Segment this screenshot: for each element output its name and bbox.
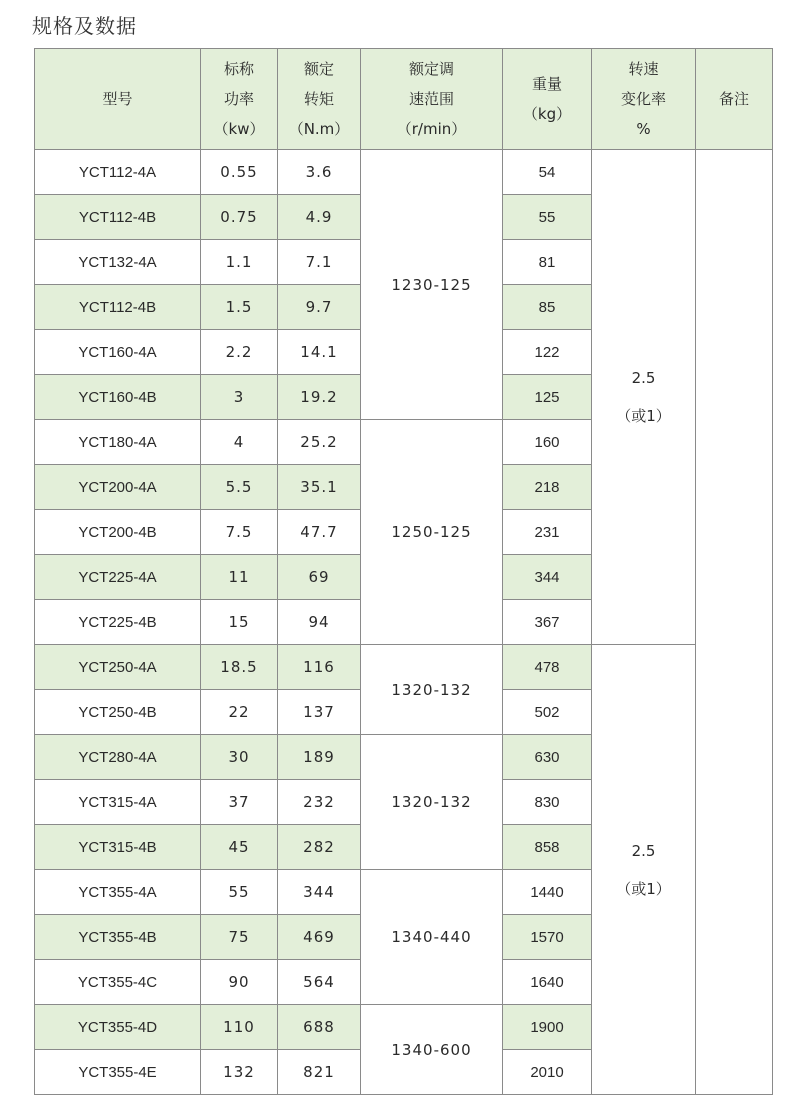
cell-model: YCT200-4A — [35, 465, 201, 510]
cell-weight: 367 — [503, 600, 592, 645]
cell-model: YCT132-4A — [35, 240, 201, 285]
cell-model: YCT160-4B — [35, 375, 201, 420]
cell-power: 55 — [201, 870, 278, 915]
cell-weight: 2010 — [503, 1050, 592, 1095]
cell-power: 11 — [201, 555, 278, 600]
cell-model: YCT112-4A — [35, 150, 201, 195]
cell-weight: 55 — [503, 195, 592, 240]
header-weight: 重量 （kg） — [503, 49, 592, 150]
table-row — [35, 150, 773, 195]
cell-weight: 122 — [503, 330, 592, 375]
cell-variation: 2.5 （或1） — [592, 150, 696, 645]
cell-model: YCT250-4B — [35, 690, 201, 735]
cell-torque: 564 — [278, 960, 361, 1005]
cell-weight: 1640 — [503, 960, 592, 1005]
cell-torque: 9.7 — [278, 285, 361, 330]
header-speed-range: 额定调 速范围 （r/min） — [361, 49, 503, 150]
cell-torque: 69 — [278, 555, 361, 600]
cell-model: YCT160-4A — [35, 330, 201, 375]
cell-weight: 54 — [503, 150, 592, 195]
table-row — [35, 645, 773, 690]
cell-power: 75 — [201, 915, 278, 960]
cell-weight: 830 — [503, 780, 592, 825]
cell-torque: 35.1 — [278, 465, 361, 510]
cell-power: 7.5 — [201, 510, 278, 555]
cell-power: 110 — [201, 1005, 278, 1050]
cell-weight: 218 — [503, 465, 592, 510]
header-torque: 额定 转矩 （N.m） — [278, 49, 361, 150]
cell-model: YCT355-4B — [35, 915, 201, 960]
header-power: 标称 功率 （kw） — [201, 49, 278, 150]
cell-power: 1.5 — [201, 285, 278, 330]
cell-weight: 478 — [503, 645, 592, 690]
header-row — [35, 49, 773, 150]
header-variation: 转速 变化率 % — [592, 49, 696, 150]
cell-power: 0.55 — [201, 150, 278, 195]
cell-torque: 14.1 — [278, 330, 361, 375]
cell-power: 2.2 — [201, 330, 278, 375]
cell-model: YCT355-4E — [35, 1050, 201, 1095]
cell-weight: 630 — [503, 735, 592, 780]
cell-speed-range: 1340-600 — [361, 1005, 503, 1095]
cell-torque: 821 — [278, 1050, 361, 1095]
cell-model: YCT250-4A — [35, 645, 201, 690]
cell-power: 0.75 — [201, 195, 278, 240]
cell-model: YCT280-4A — [35, 735, 201, 780]
cell-torque: 3.6 — [278, 150, 361, 195]
cell-torque: 19.2 — [278, 375, 361, 420]
cell-power: 3 — [201, 375, 278, 420]
cell-speed-range: 1320-132 — [361, 645, 503, 735]
cell-model: YCT112-4B — [35, 195, 201, 240]
cell-weight: 160 — [503, 420, 592, 465]
header-remarks: 备注 — [696, 49, 773, 150]
cell-power: 132 — [201, 1050, 278, 1095]
cell-power: 1.1 — [201, 240, 278, 285]
cell-weight: 125 — [503, 375, 592, 420]
cell-weight: 81 — [503, 240, 592, 285]
cell-power: 45 — [201, 825, 278, 870]
cell-torque: 189 — [278, 735, 361, 780]
cell-torque: 25.2 — [278, 420, 361, 465]
cell-torque: 469 — [278, 915, 361, 960]
cell-power: 22 — [201, 690, 278, 735]
cell-model: YCT225-4B — [35, 600, 201, 645]
cell-model: YCT225-4A — [35, 555, 201, 600]
cell-model: YCT355-4C — [35, 960, 201, 1005]
cell-torque: 47.7 — [278, 510, 361, 555]
cell-weight: 502 — [503, 690, 592, 735]
cell-model: YCT200-4B — [35, 510, 201, 555]
cell-model: YCT112-4B — [35, 285, 201, 330]
cell-weight: 85 — [503, 285, 592, 330]
cell-model: YCT315-4A — [35, 780, 201, 825]
cell-weight: 344 — [503, 555, 592, 600]
cell-torque: 137 — [278, 690, 361, 735]
cell-model: YCT355-4D — [35, 1005, 201, 1050]
header-model: 型号 — [35, 49, 201, 150]
cell-variation: 2.5 （或1） — [592, 645, 696, 1095]
spec-table — [34, 48, 773, 1095]
cell-torque: 688 — [278, 1005, 361, 1050]
cell-weight: 231 — [503, 510, 592, 555]
cell-weight: 858 — [503, 825, 592, 870]
cell-power: 4 — [201, 420, 278, 465]
cell-torque: 4.9 — [278, 195, 361, 240]
cell-torque: 232 — [278, 780, 361, 825]
cell-speed-range: 1230-125 — [361, 150, 503, 420]
cell-weight: 1440 — [503, 870, 592, 915]
cell-power: 15 — [201, 600, 278, 645]
cell-model: YCT315-4B — [35, 825, 201, 870]
cell-torque: 344 — [278, 870, 361, 915]
cell-power: 30 — [201, 735, 278, 780]
cell-power: 90 — [201, 960, 278, 1005]
cell-weight: 1900 — [503, 1005, 592, 1050]
cell-speed-range: 1340-440 — [361, 870, 503, 1005]
cell-torque: 94 — [278, 600, 361, 645]
cell-power: 5.5 — [201, 465, 278, 510]
cell-power: 18.5 — [201, 645, 278, 690]
cell-model: YCT355-4A — [35, 870, 201, 915]
cell-power: 37 — [201, 780, 278, 825]
page-title: 规格及数据 — [32, 14, 137, 38]
cell-torque: 7.1 — [278, 240, 361, 285]
cell-speed-range: 1320-132 — [361, 735, 503, 870]
cell-torque: 282 — [278, 825, 361, 870]
cell-weight: 1570 — [503, 915, 592, 960]
cell-torque: 116 — [278, 645, 361, 690]
cell-speed-range: 1250-125 — [361, 420, 503, 645]
cell-model: YCT180-4A — [35, 420, 201, 465]
cell-remarks — [696, 150, 773, 1095]
